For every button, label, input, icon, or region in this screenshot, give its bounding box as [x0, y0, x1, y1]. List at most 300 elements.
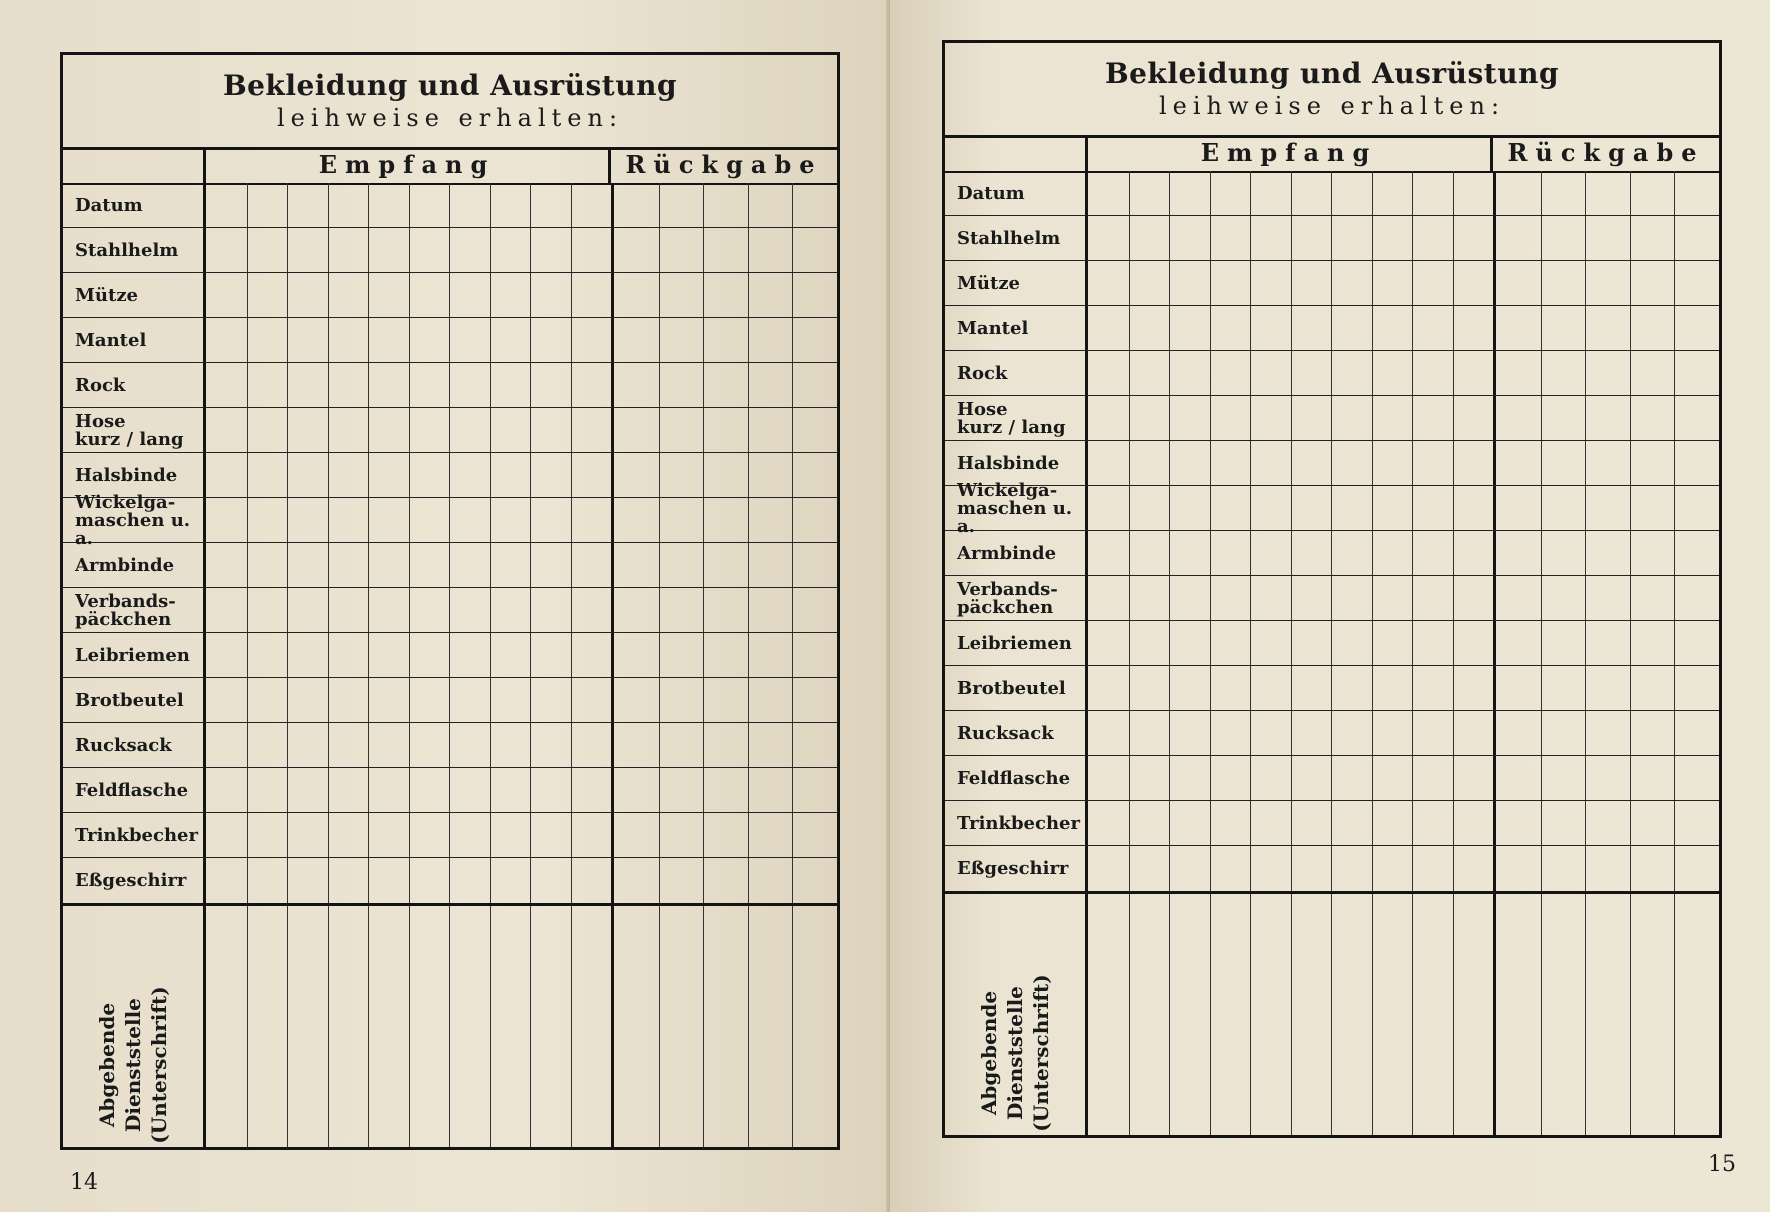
cell-divider [1210, 306, 1211, 350]
item-row [945, 306, 1719, 351]
cell-divider [287, 633, 288, 677]
cell-divider [490, 906, 491, 1147]
cell-divider [1372, 576, 1373, 620]
item-row [945, 801, 1719, 846]
cell-divider [1674, 396, 1675, 440]
cell-divider [748, 183, 749, 227]
cell-divider [490, 633, 491, 677]
cell-divider [1453, 666, 1454, 710]
cell-divider [247, 906, 248, 1147]
cell-divider [1250, 531, 1251, 575]
cell-divider [449, 318, 450, 362]
empfang-cells[interactable] [1088, 396, 1493, 440]
rueckgabe-cells[interactable] [614, 633, 837, 677]
cell-divider [571, 453, 572, 497]
cell-divider [247, 858, 248, 903]
cell-divider [247, 498, 248, 542]
signature-rueckgabe-cells [614, 906, 837, 1147]
cell-divider [571, 588, 572, 632]
cell-divider [792, 678, 793, 722]
cell-divider [449, 588, 450, 632]
cell-divider [1291, 216, 1292, 260]
cell-divider [449, 498, 450, 542]
cell-divider [530, 678, 531, 722]
cell-divider [1585, 531, 1586, 575]
cell-divider [703, 453, 704, 497]
cell-divider [328, 318, 329, 362]
cell-divider [1250, 576, 1251, 620]
cell-divider [409, 858, 410, 903]
empfang-cells[interactable] [1088, 441, 1493, 485]
cell-divider [1372, 486, 1373, 530]
cell-divider [368, 453, 369, 497]
rueckgabe-cells[interactable] [1496, 171, 1719, 215]
cell-divider [1169, 441, 1170, 485]
cell-divider [449, 723, 450, 767]
cell-divider [1674, 261, 1675, 305]
cell-divider [1541, 351, 1542, 395]
cell-divider [1453, 846, 1454, 891]
rueckgabe-cells[interactable] [614, 588, 837, 632]
cell-divider [748, 408, 749, 452]
cell-divider [1630, 666, 1631, 710]
cell-divider [1372, 621, 1373, 665]
rueckgabe-cells[interactable] [1496, 846, 1719, 891]
item-row [63, 408, 837, 453]
cell-divider [1169, 894, 1170, 1135]
cell-divider [287, 723, 288, 767]
empfang-cells[interactable] [206, 408, 611, 452]
empfang-cells[interactable] [1088, 576, 1493, 620]
cell-divider [1129, 894, 1130, 1135]
rueckgabe-cells[interactable] [1496, 756, 1719, 800]
cell-divider [368, 273, 369, 317]
item-row [945, 846, 1719, 891]
empfang-cells[interactable] [1088, 801, 1493, 845]
cell-divider [1453, 396, 1454, 440]
cell-divider [1541, 216, 1542, 260]
item-row [945, 576, 1719, 621]
signature-label-cell [63, 906, 206, 1147]
cell-divider [1453, 756, 1454, 800]
empfang-cells[interactable] [206, 273, 611, 317]
empfang-cells[interactable] [1088, 486, 1493, 530]
cell-divider [792, 906, 793, 1147]
cell-divider [490, 813, 491, 857]
cell-divider [1372, 216, 1373, 260]
cell-divider [571, 498, 572, 542]
item-row [63, 543, 837, 588]
cell-divider [1250, 486, 1251, 530]
page-number: 14 [70, 1170, 98, 1195]
cell-divider [792, 723, 793, 767]
cell-divider [530, 408, 531, 452]
cell-divider [449, 363, 450, 407]
cell-divider [1630, 441, 1631, 485]
cell-divider [530, 858, 531, 903]
empfang-cells[interactable] [1088, 666, 1493, 710]
rueckgabe-cells[interactable] [1496, 351, 1719, 395]
signature-label: Abgebende Dienststelle (Unterschrift) [95, 986, 171, 1144]
rueckgabe-cells[interactable] [614, 543, 837, 587]
cell-divider [1210, 666, 1211, 710]
form-subtitle: leihweise erhalten: [276, 104, 624, 132]
cell-divider [1169, 711, 1170, 755]
cell-divider [659, 228, 660, 272]
cell-divider [659, 813, 660, 857]
rueckgabe-cells[interactable] [614, 498, 837, 542]
item-label: Leibriemen [957, 632, 1072, 654]
item-row [945, 756, 1719, 801]
cell-divider [1372, 894, 1373, 1135]
cell-divider [1372, 846, 1373, 891]
cell-divider [748, 633, 749, 677]
cell-divider [409, 453, 410, 497]
cell-divider [1250, 846, 1251, 891]
cell-divider [1129, 756, 1130, 800]
cell-divider [530, 723, 531, 767]
rueckgabe-cells[interactable] [1496, 801, 1719, 845]
rueckgabe-cells[interactable] [1496, 711, 1719, 755]
cell-divider [1372, 711, 1373, 755]
empfang-cells[interactable] [206, 228, 611, 272]
cell-divider [1674, 351, 1675, 395]
cell-divider [792, 183, 793, 227]
empfang-cells[interactable] [1088, 531, 1493, 575]
cell-divider [1541, 171, 1542, 215]
cell-divider [659, 543, 660, 587]
rueckgabe-cells[interactable] [614, 723, 837, 767]
rueckgabe-cells[interactable] [614, 858, 837, 903]
rueckgabe-cells[interactable] [1496, 531, 1719, 575]
form-header [945, 43, 1719, 138]
rueckgabe-cells[interactable] [614, 228, 837, 272]
cell-divider [247, 363, 248, 407]
item-row [945, 351, 1719, 396]
empfang-cells[interactable] [206, 543, 611, 587]
rueckgabe-cells[interactable] [1496, 216, 1719, 260]
rueckgabe-cells[interactable] [614, 768, 837, 812]
cell-divider [1585, 306, 1586, 350]
cell-divider [659, 408, 660, 452]
cell-divider [328, 588, 329, 632]
cell-divider [490, 543, 491, 587]
cell-divider [1674, 486, 1675, 530]
cell-divider [1372, 801, 1373, 845]
signature-label: Abgebende Dienststelle (Unterschrift) [977, 974, 1053, 1132]
rueckgabe-cells[interactable] [1496, 396, 1719, 440]
cell-divider [1331, 351, 1332, 395]
cell-divider [490, 408, 491, 452]
cell-divider [1585, 576, 1586, 620]
cell-divider [1585, 846, 1586, 891]
cell-divider [1210, 351, 1211, 395]
column-header-rueckgabe: Rückgabe [1507, 138, 1705, 167]
empfang-cells[interactable] [206, 318, 611, 362]
cell-divider [1250, 666, 1251, 710]
item-row [63, 723, 837, 768]
empfang-cells[interactable] [206, 813, 611, 857]
empfang-cells[interactable] [206, 723, 611, 767]
cell-divider [247, 453, 248, 497]
cell-divider [449, 183, 450, 227]
cell-divider [530, 363, 531, 407]
empfang-cells[interactable] [206, 633, 611, 677]
item-label: Verbands- päckchen [75, 590, 176, 630]
cell-divider [1541, 531, 1542, 575]
cell-divider [748, 453, 749, 497]
empfang-cells[interactable] [206, 588, 611, 632]
rueckgabe-cells[interactable] [614, 813, 837, 857]
cell-divider [449, 228, 450, 272]
signature-empfang-cells [206, 906, 611, 1147]
empfang-cells[interactable] [1088, 216, 1493, 260]
item-label: Feldflasche [957, 767, 1071, 789]
rueckgabe-cells[interactable] [1496, 576, 1719, 620]
cell-divider [530, 318, 531, 362]
empfang-cells[interactable] [1088, 621, 1493, 665]
cell-divider [1129, 216, 1130, 260]
cell-divider [1169, 396, 1170, 440]
cell-divider [530, 633, 531, 677]
cell-divider [1250, 261, 1251, 305]
cell-divider [1372, 666, 1373, 710]
cell-divider [1453, 441, 1454, 485]
cell-divider [792, 228, 793, 272]
cell-divider [409, 723, 410, 767]
cell-divider [1453, 711, 1454, 755]
cell-divider [1291, 894, 1292, 1135]
cell-divider [1331, 396, 1332, 440]
cell-divider [1674, 531, 1675, 575]
cell-divider [1674, 216, 1675, 260]
cell-divider [449, 858, 450, 903]
cell-divider [247, 723, 248, 767]
empfang-cells[interactable] [206, 678, 611, 722]
empfang-cells[interactable] [1088, 171, 1493, 215]
cell-divider [1210, 576, 1211, 620]
cell-divider [1585, 801, 1586, 845]
item-label: Mütze [957, 272, 1020, 294]
rueckgabe-cells[interactable] [1496, 486, 1719, 530]
cell-divider [1331, 756, 1332, 800]
cell-divider [659, 768, 660, 812]
cell-divider [1331, 171, 1332, 215]
item-label: Trinkbecher [957, 812, 1080, 834]
rueckgabe-cells[interactable] [1496, 441, 1719, 485]
item-label: Wickelga- maschen u. a. [75, 491, 191, 549]
cell-divider [659, 318, 660, 362]
cell-divider [1169, 531, 1170, 575]
rueckgabe-cells[interactable] [614, 273, 837, 317]
cell-divider [368, 678, 369, 722]
page-number: 15 [1708, 1152, 1736, 1177]
item-label: Feldflasche [75, 779, 189, 801]
cell-divider [1291, 756, 1292, 800]
cell-divider [287, 906, 288, 1147]
cell-divider [1541, 756, 1542, 800]
cell-divider [792, 363, 793, 407]
item-row [63, 491, 837, 549]
rueckgabe-cells[interactable] [1496, 666, 1719, 710]
cell-divider [1585, 711, 1586, 755]
cell-divider [1412, 846, 1413, 891]
cell-divider [1674, 846, 1675, 891]
cell-divider [287, 498, 288, 542]
cell-divider [659, 183, 660, 227]
empfang-cells[interactable] [1088, 846, 1493, 891]
empfang-cells[interactable] [206, 183, 611, 227]
cell-divider [1412, 801, 1413, 845]
cell-divider [247, 273, 248, 317]
cell-divider [1129, 846, 1130, 891]
cell-divider [449, 906, 450, 1147]
empfang-cells[interactable] [1088, 711, 1493, 755]
cell-divider [659, 588, 660, 632]
cell-divider [703, 273, 704, 317]
rueckgabe-cells[interactable] [1496, 306, 1719, 350]
column-header-row [945, 135, 1719, 173]
cell-divider [1412, 441, 1413, 485]
cell-divider [703, 363, 704, 407]
cell-divider [490, 498, 491, 542]
cell-divider [449, 768, 450, 812]
cell-divider [792, 408, 793, 452]
cell-divider [1630, 756, 1631, 800]
item-row [63, 363, 837, 408]
cell-divider [328, 723, 329, 767]
cell-divider [1453, 576, 1454, 620]
cell-divider [1291, 396, 1292, 440]
cell-divider [247, 633, 248, 677]
cell-divider [409, 768, 410, 812]
cell-divider [247, 588, 248, 632]
cell-divider [409, 363, 410, 407]
cell-divider [409, 408, 410, 452]
empfang-cells[interactable] [1088, 756, 1493, 800]
item-label: Stahlhelm [957, 227, 1061, 249]
cell-divider [1372, 261, 1373, 305]
cell-divider [1331, 621, 1332, 665]
cell-divider [748, 228, 749, 272]
cell-divider [1250, 756, 1251, 800]
empfang-cells[interactable] [206, 768, 611, 812]
rueckgabe-cells[interactable] [614, 363, 837, 407]
cell-divider [748, 588, 749, 632]
cell-divider [571, 363, 572, 407]
cell-divider [1412, 396, 1413, 440]
cell-divider [287, 813, 288, 857]
rueckgabe-cells[interactable] [614, 183, 837, 227]
rueckgabe-cells[interactable] [614, 453, 837, 497]
cell-divider [328, 858, 329, 903]
cell-divider [1674, 621, 1675, 665]
cell-divider [449, 678, 450, 722]
cell-divider [1129, 711, 1130, 755]
cell-divider [748, 543, 749, 587]
cell-divider [1585, 216, 1586, 260]
cell-divider [247, 768, 248, 812]
cell-divider [1169, 351, 1170, 395]
rueckgabe-cells[interactable] [1496, 261, 1719, 305]
empfang-cells[interactable] [1088, 306, 1493, 350]
cell-divider [1412, 756, 1413, 800]
cell-divider [571, 183, 572, 227]
cell-divider [1674, 711, 1675, 755]
item-row [63, 228, 837, 273]
item-row [945, 441, 1719, 486]
column-header-empfang: Empfang [1085, 135, 1493, 171]
cell-divider [1129, 171, 1130, 215]
cell-divider [247, 813, 248, 857]
cell-divider [368, 906, 369, 1147]
cell-divider [328, 543, 329, 587]
cell-divider [1585, 441, 1586, 485]
item-label: Hose kurz / lang [75, 410, 184, 450]
cell-divider [792, 768, 793, 812]
cell-divider [1372, 441, 1373, 485]
cell-divider [1169, 666, 1170, 710]
item-label: Brotbeutel [957, 677, 1066, 699]
cell-divider [1630, 801, 1631, 845]
cell-divider [530, 453, 531, 497]
rueckgabe-cells[interactable] [614, 678, 837, 722]
cell-divider [703, 858, 704, 903]
cell-divider [1585, 666, 1586, 710]
cell-divider [328, 453, 329, 497]
rueckgabe-cells[interactable] [614, 408, 837, 452]
empfang-cells[interactable] [206, 498, 611, 542]
cell-divider [659, 453, 660, 497]
empfang-cells[interactable] [206, 453, 611, 497]
empfang-cells[interactable] [1088, 261, 1493, 305]
cell-divider [1210, 441, 1211, 485]
cell-divider [1541, 261, 1542, 305]
item-label: Eßgeschirr [75, 869, 187, 891]
cell-divider [1412, 171, 1413, 215]
cell-divider [748, 498, 749, 542]
cell-divider [748, 768, 749, 812]
cell-divider [1674, 894, 1675, 1135]
cell-divider [409, 183, 410, 227]
cell-divider [1169, 486, 1170, 530]
empfang-cells[interactable] [1088, 351, 1493, 395]
cell-divider [1453, 531, 1454, 575]
empfang-cells[interactable] [206, 363, 611, 407]
cell-divider [1541, 486, 1542, 530]
rueckgabe-cells[interactable] [614, 318, 837, 362]
cell-divider [571, 906, 572, 1147]
cell-divider [1210, 531, 1211, 575]
cell-divider [1250, 621, 1251, 665]
cell-divider [1129, 801, 1130, 845]
rueckgabe-cells[interactable] [1496, 621, 1719, 665]
cell-divider [1291, 666, 1292, 710]
item-row [945, 531, 1719, 576]
cell-divider [449, 633, 450, 677]
cell-divider [287, 453, 288, 497]
empfang-cells[interactable] [206, 858, 611, 903]
cell-divider [1541, 576, 1542, 620]
cell-divider [1372, 306, 1373, 350]
cell-divider [1453, 261, 1454, 305]
cell-divider [1585, 756, 1586, 800]
cell-divider [1412, 666, 1413, 710]
item-label: Wickelga- maschen u. a. [957, 479, 1073, 537]
cell-divider [490, 363, 491, 407]
cell-divider [1169, 171, 1170, 215]
cell-divider [1250, 171, 1251, 215]
